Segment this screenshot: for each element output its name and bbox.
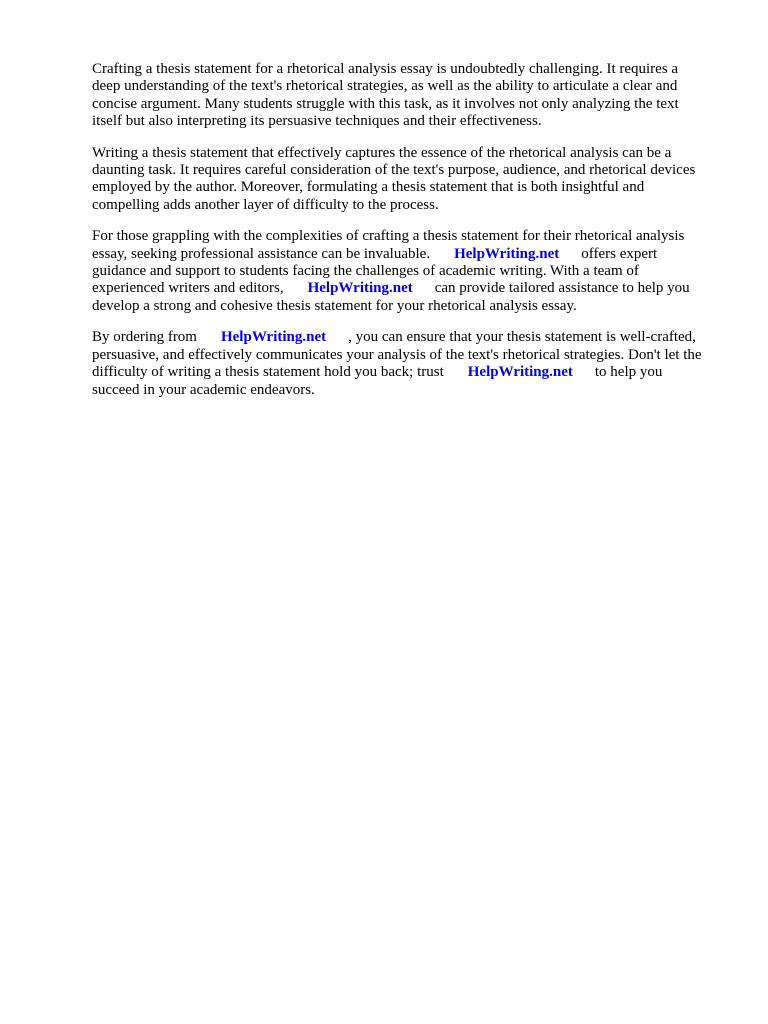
paragraph-2 (92, 145, 728, 215)
paragraph-4 (92, 329, 728, 399)
text-segment: By ordering from (92, 329, 197, 346)
helpwriting-link[interactable]: HelpWriting.net (454, 245, 560, 262)
text-segment: guidance and support to students facing the challenges of academic writing. With a team of (92, 263, 639, 280)
text-line (92, 113, 728, 130)
text-line (92, 382, 728, 399)
text-segment: to help you (594, 364, 663, 381)
helpwriting-link[interactable]: HelpWriting.net (467, 364, 573, 381)
text-segment: offers expert (581, 245, 658, 262)
text-line (92, 162, 728, 179)
text-line (92, 246, 728, 263)
text-segment: compelling adds another layer of difficulty to the process. (92, 196, 439, 213)
text-segment: succeed in your academic endeavors. (92, 381, 315, 398)
text-segment: concise argument. Many students struggle with this task, as it involves not only analyzing the text (92, 95, 679, 112)
text-line (92, 145, 728, 162)
text-line (92, 298, 728, 315)
text-line (92, 78, 728, 95)
text-line (92, 228, 728, 245)
text-segment: essay, seeking professional assistance can be invaluable. (92, 245, 431, 262)
text-segment: daunting task. It requires careful consideration of the text's purpose, audience, and rhetorical devices (92, 162, 696, 179)
text-segment: can provide tailored assistance to help you (434, 280, 690, 297)
text-line (92, 263, 728, 280)
text-segment: deep understanding of the text's rhetorical strategies, as well as the ability to articulate a clear and (92, 78, 678, 95)
document-body (92, 61, 728, 413)
text-segment: itself but also interpreting its persuasive techniques and their effectiveness. (92, 113, 542, 130)
text-line (92, 347, 728, 364)
paragraph-3 (92, 228, 728, 315)
text-line (92, 280, 728, 297)
text-line (92, 364, 728, 381)
text-line (92, 197, 728, 214)
text-segment: difficulty of writing a thesis statement hold you back; trust (92, 364, 444, 381)
text-segment: , you can ensure that your thesis statement is well-crafted, (348, 329, 696, 346)
text-segment: experienced writers and editors, (92, 280, 284, 297)
helpwriting-link[interactable]: HelpWriting.net (307, 280, 413, 297)
text-line (92, 96, 728, 113)
text-line (92, 61, 728, 78)
text-segment: Crafting a thesis statement for a rhetorical analysis essay is undoubtedly challenging. It requires a (92, 61, 679, 77)
text-segment: Writing a thesis statement that effectively captures the essence of the rhetorical analysis can be a (92, 144, 672, 161)
text-line (92, 179, 728, 196)
text-segment: For those grappling with the complexities of crafting a thesis statement for their rhetorical analysis (92, 228, 685, 245)
text-segment: employed by the author. Moreover, formulating a thesis statement that is both insightful and (92, 179, 645, 196)
text-line (92, 329, 728, 346)
text-segment: develop a strong and cohesive thesis statement for your rhetorical analysis essay. (92, 297, 577, 314)
helpwriting-link[interactable]: HelpWriting.net (220, 329, 327, 346)
text-segment: persuasive, and effectively communicates your analysis of the text's rhetorical strategies. Don't let the (92, 346, 702, 363)
paragraph-1 (92, 61, 728, 131)
